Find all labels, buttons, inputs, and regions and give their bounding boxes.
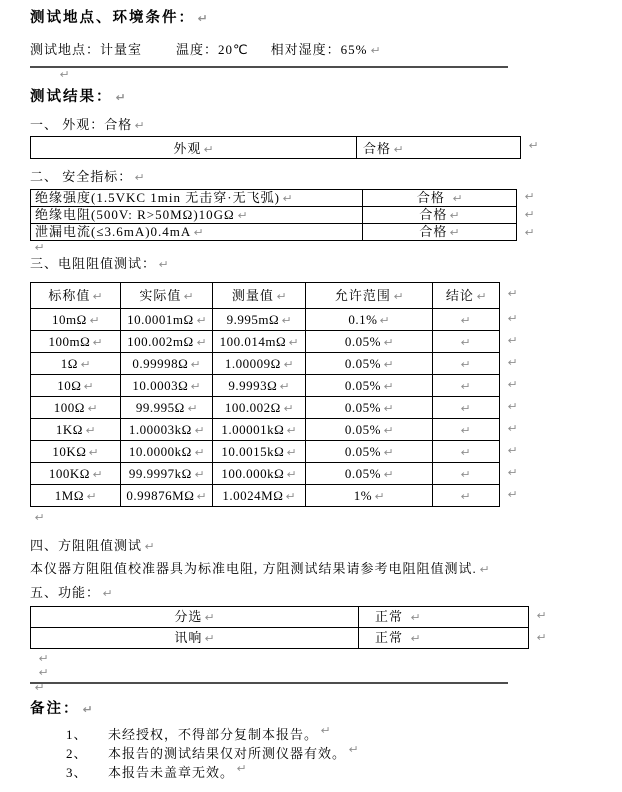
cell-end-mark: ↵ — [193, 226, 204, 239]
tolerance-value: 0.05% — [344, 400, 381, 415]
cell-end-mark: ↵ — [87, 402, 98, 415]
actual-cell — [121, 463, 213, 485]
sheet-resistance-heading-text: 四、方阻阻值测试 — [30, 538, 143, 553]
conclusion-cell — [433, 397, 500, 419]
cell-end-mark: ↵ — [460, 402, 472, 415]
paragraph-mark: ↵ — [82, 703, 93, 716]
location-value: 计量室 — [100, 42, 143, 57]
cell-end-mark: ↵ — [88, 446, 100, 459]
remarks-title — [30, 699, 522, 719]
header-conclusion — [433, 283, 500, 309]
header-nominal — [31, 283, 121, 309]
conclusion-cell — [433, 419, 500, 441]
conclusion-cell — [433, 441, 500, 463]
conclusion-cell — [433, 375, 500, 397]
cell-end-mark: ↵ — [196, 490, 208, 503]
cell-end-mark: ↵ — [194, 468, 205, 481]
measured-cell — [213, 375, 306, 397]
function-result: 正常 — [375, 609, 404, 624]
measured-cell — [213, 463, 306, 485]
cell-end-mark: ↵ — [460, 358, 472, 371]
safety-result: 合格 — [416, 190, 445, 205]
appearance-table — [30, 136, 521, 159]
tolerance-cell — [306, 485, 433, 507]
results-title — [30, 87, 522, 107]
header-label: 标称值 — [48, 288, 91, 303]
tolerance-cell — [306, 331, 433, 353]
cell-end-mark: ↵ — [383, 446, 394, 459]
header-label: 结论 — [445, 288, 474, 303]
nominal-value: 10Ω — [57, 378, 82, 393]
paragraph-mark: ↵ — [59, 68, 70, 81]
table-row — [31, 331, 500, 353]
cell-end-mark: ↵ — [476, 290, 487, 303]
cell-end-mark: ↵ — [190, 358, 202, 371]
cell-end-mark: ↵ — [196, 336, 207, 349]
safety-item-cell — [31, 224, 363, 241]
resistance-table — [30, 282, 500, 507]
actual-cell — [121, 331, 213, 353]
appearance-table-wrap — [30, 136, 539, 159]
empty-paragraph — [32, 241, 522, 255]
nominal-value: 1Ω — [60, 356, 78, 371]
cell-end-mark: ↵ — [279, 380, 291, 393]
tolerance-value: 0.05% — [344, 444, 381, 459]
cell-end-mark: ↵ — [283, 402, 294, 415]
cell-end-mark: ↵ — [194, 446, 205, 459]
cell-end-mark: ↵ — [379, 314, 391, 327]
sheet-resistance-note — [30, 560, 522, 577]
table-row — [31, 628, 529, 649]
remarks-list — [30, 725, 522, 782]
empty-paragraph — [36, 666, 522, 680]
tolerance-cell — [306, 309, 433, 331]
safety-item: 泄漏电流(≤3.6mA)0.4mA — [35, 224, 192, 239]
paragraph-mark: ↵ — [144, 540, 155, 553]
paragraph-mark: ↵ — [34, 511, 45, 524]
appearance-heading-text: 一、 外观：合格 — [30, 117, 133, 132]
measured-value: 1.0024MΩ — [222, 488, 284, 503]
cell-end-mark: ↵ — [204, 611, 216, 624]
nominal-cell — [31, 375, 121, 397]
empty-paragraph — [32, 681, 522, 694]
actual-value: 99.9997kΩ — [128, 466, 192, 481]
cell-end-mark: ↵ — [84, 380, 95, 393]
cell-end-mark: ↵ — [460, 424, 472, 437]
resistance-table-wrap — [30, 282, 518, 507]
tolerance-cell — [306, 397, 433, 419]
paragraph-mark: ↵ — [38, 652, 49, 665]
paragraph-mark: ↵ — [158, 258, 169, 271]
measured-cell — [213, 353, 306, 375]
cell-end-mark: ↵ — [383, 424, 394, 437]
cell-end-mark: ↵ — [460, 336, 472, 349]
table-row — [31, 353, 500, 375]
tolerance-value: 0.05% — [344, 378, 381, 393]
cell-end-mark: ↵ — [460, 446, 472, 459]
sheet-resistance-heading — [30, 537, 522, 554]
row-end-mark: ↵ — [507, 356, 518, 369]
paragraph-mark: ↵ — [236, 762, 247, 775]
remark-text: 本报告的测试结果仅对所测仪器有效。 — [108, 746, 347, 761]
function-table-wrap — [30, 606, 547, 649]
function-result: 正常 — [375, 630, 404, 645]
nominal-value: 100mΩ — [48, 334, 91, 349]
cell-end-mark: ↵ — [452, 192, 463, 205]
empty-paragraph — [57, 68, 522, 82]
conclusion-cell — [433, 353, 500, 375]
tolerance-value: 1% — [353, 488, 373, 503]
cell-end-mark: ↵ — [281, 314, 292, 327]
table-row — [31, 441, 500, 463]
actual-value: 10.0003Ω — [132, 378, 189, 393]
cell-end-mark: ↵ — [203, 143, 215, 156]
paragraph-mark: ↵ — [38, 666, 49, 679]
temperature-value: 20℃ — [218, 42, 249, 57]
nominal-value: 100KΩ — [48, 466, 90, 481]
cell-end-mark: ↵ — [276, 290, 287, 303]
cell-end-mark: ↵ — [190, 380, 202, 393]
cell-end-mark: ↵ — [282, 192, 293, 205]
actual-value: 0.99876MΩ — [126, 488, 195, 503]
measured-value: 10.0015kΩ — [221, 444, 285, 459]
function-item-cell — [31, 628, 359, 649]
paragraph-mark: ↵ — [34, 681, 45, 694]
resistance-heading-text: 三、电阻阻值测试： — [30, 256, 157, 271]
conclusion-cell — [433, 485, 500, 507]
actual-cell — [121, 353, 213, 375]
cell-end-mark: ↵ — [196, 314, 207, 327]
table-header-row — [31, 283, 500, 309]
function-table — [30, 606, 529, 649]
temperature-label: 温度： — [176, 42, 219, 57]
row-end-mark: ↵ — [524, 190, 535, 203]
conclusion-cell — [433, 331, 500, 353]
cell-end-mark: ↵ — [383, 380, 394, 393]
remark-text: 未经授权，不得部分复制本报告。 — [108, 727, 319, 742]
actual-cell — [121, 441, 213, 463]
location-label: 测试地点： — [30, 42, 101, 57]
measured-value: 100.014mΩ — [219, 334, 287, 349]
tolerance-value: 0.05% — [344, 422, 381, 437]
table-row — [31, 375, 500, 397]
cell-end-mark: ↵ — [449, 209, 461, 222]
cell-end-mark: ↵ — [86, 490, 97, 503]
paragraph-mark: ↵ — [320, 724, 331, 737]
header-label: 测量值 — [231, 288, 274, 303]
remarks-title-text: 备注： — [30, 701, 80, 717]
actual-cell — [121, 397, 213, 419]
cell-end-mark: ↵ — [89, 314, 100, 327]
cell-end-mark: ↵ — [374, 490, 385, 503]
table-row — [31, 607, 529, 628]
row-end-mark: ↵ — [507, 400, 518, 413]
paragraph-mark: ↵ — [102, 587, 113, 600]
cell-end-mark: ↵ — [92, 336, 103, 349]
row-end-mark: ↵ — [524, 226, 535, 239]
safety-result: 合格 — [419, 207, 448, 222]
tolerance-value: 0.05% — [344, 466, 381, 481]
nominal-cell — [31, 309, 121, 331]
safety-item: 绝缘强度(1.5VKC 1min 无击穿·无飞弧) — [35, 190, 280, 205]
nominal-cell — [31, 419, 121, 441]
measured-cell — [213, 397, 306, 419]
functions-heading — [30, 584, 522, 601]
measured-cell — [213, 419, 306, 441]
appearance-result-cell — [357, 137, 521, 159]
row-end-mark: ↵ — [528, 139, 539, 152]
tolerance-cell — [306, 441, 433, 463]
safety-heading-text: 二、 安全指标： — [30, 169, 133, 184]
safety-heading — [30, 168, 522, 185]
cell-end-mark: ↵ — [286, 468, 298, 481]
results-title-text: 测试结果： — [30, 89, 113, 105]
remark-number: 3、 — [66, 765, 88, 780]
tolerance-cell — [306, 375, 433, 397]
header-measured — [213, 283, 306, 309]
function-result-cell — [359, 628, 529, 649]
appearance-heading — [30, 116, 522, 133]
cell-end-mark: ↵ — [410, 632, 421, 645]
table-row — [31, 207, 517, 224]
cell-end-mark: ↵ — [80, 358, 91, 371]
measured-value: 9.9993Ω — [228, 378, 278, 393]
tolerance-cell — [306, 419, 433, 441]
paragraph-mark: ↵ — [370, 44, 381, 57]
nominal-value: 10KΩ — [52, 444, 87, 459]
actual-value: 1.00003kΩ — [128, 422, 192, 437]
nominal-cell — [31, 485, 121, 507]
measured-value: 1.00001kΩ — [221, 422, 285, 437]
actual-cell — [121, 375, 213, 397]
remark-text: 本报告未盖章无效。 — [108, 765, 235, 780]
table-row — [31, 309, 500, 331]
measured-cell — [213, 331, 306, 353]
tolerance-cell — [306, 463, 433, 485]
functions-heading-text: 五、功能： — [30, 585, 101, 600]
paragraph-mark: ↵ — [34, 241, 45, 254]
cell-end-mark: ↵ — [460, 314, 472, 327]
row-end-mark: ↵ — [536, 609, 547, 622]
remark-number: 2、 — [66, 746, 88, 761]
row-end-mark: ↵ — [507, 444, 518, 457]
row-end-mark: ↵ — [507, 287, 518, 300]
safety-item-cell — [31, 207, 363, 224]
cell-end-mark: ↵ — [383, 402, 394, 415]
row-end-mark: ↵ — [507, 422, 518, 435]
measured-cell — [213, 485, 306, 507]
cell-end-mark: ↵ — [237, 209, 248, 222]
cell-end-mark: ↵ — [393, 290, 404, 303]
nominal-value: 10mΩ — [52, 312, 87, 327]
safety-result: 合格 — [419, 224, 448, 239]
paragraph-mark: ↵ — [134, 171, 145, 184]
appearance-item: 外观 — [173, 141, 202, 156]
table-row — [31, 397, 500, 419]
header-label: 允许范围 — [334, 288, 391, 303]
table-row — [31, 190, 517, 207]
cell-end-mark: ↵ — [283, 358, 294, 371]
cell-end-mark: ↵ — [460, 468, 472, 481]
sheet-resistance-note-text: 本仪器方阻阻值校准器具为标准电阻, 方阻测试结果请参考电阻阻值测试. — [30, 561, 477, 576]
cell-end-mark: ↵ — [460, 490, 472, 503]
table-row — [31, 419, 500, 441]
env-conditions-line — [30, 41, 522, 58]
actual-value: 10.0000kΩ — [128, 444, 192, 459]
actual-value: 99.995Ω — [135, 400, 185, 415]
row-end-mark: ↵ — [507, 312, 518, 325]
remark-item — [30, 744, 522, 763]
row-end-mark: ↵ — [524, 208, 535, 221]
cell-end-mark: ↵ — [194, 424, 205, 437]
cell-end-mark: ↵ — [286, 424, 298, 437]
header-actual — [121, 283, 213, 309]
table-row — [31, 485, 500, 507]
table-row — [31, 224, 517, 241]
safety-item-cell — [31, 190, 363, 207]
cell-end-mark: ↵ — [204, 632, 216, 645]
cell-end-mark: ↵ — [393, 143, 404, 156]
resistance-heading — [30, 255, 522, 272]
cell-end-mark: ↵ — [410, 611, 421, 624]
nominal-cell — [31, 331, 121, 353]
empty-paragraph — [36, 652, 522, 666]
nominal-cell — [31, 353, 121, 375]
cell-end-mark: ↵ — [288, 336, 299, 349]
safety-result-cell — [363, 207, 517, 224]
cell-end-mark: ↵ — [286, 446, 298, 459]
appearance-result: 合格 — [363, 141, 392, 156]
header-label: 实际值 — [139, 288, 182, 303]
actual-value: 10.0001mΩ — [127, 312, 194, 327]
humidity-value: 65% — [340, 42, 368, 57]
table-row — [31, 137, 521, 159]
measured-value: 100.002Ω — [224, 400, 281, 415]
cell-end-mark: ↵ — [183, 290, 195, 303]
safety-result-cell — [363, 224, 517, 241]
safety-table — [30, 189, 517, 241]
measured-value: 9.995mΩ — [226, 312, 280, 327]
measured-cell — [213, 309, 306, 331]
cell-end-mark: ↵ — [383, 358, 394, 371]
env-conditions-title — [30, 8, 522, 28]
measured-value: 100.000kΩ — [221, 466, 285, 481]
row-end-mark: ↵ — [507, 334, 518, 347]
row-end-mark: ↵ — [507, 378, 518, 391]
tolerance-value: 0.05% — [344, 334, 381, 349]
measured-value: 1.00009Ω — [224, 356, 281, 371]
cell-end-mark: ↵ — [460, 380, 472, 393]
nominal-cell — [31, 441, 121, 463]
paragraph-mark: ↵ — [479, 563, 490, 576]
env-conditions-title-text: 测试地点、环境条件： — [30, 10, 195, 26]
cell-end-mark: ↵ — [383, 468, 394, 481]
humidity-label: 相对湿度： — [270, 42, 341, 57]
actual-cell — [121, 485, 213, 507]
function-result-cell — [359, 607, 529, 628]
remark-item — [30, 725, 522, 744]
safety-result-cell — [363, 190, 517, 207]
actual-cell — [121, 419, 213, 441]
row-end-mark: ↵ — [536, 631, 547, 644]
cell-end-mark: ↵ — [85, 424, 96, 437]
paragraph-mark: ↵ — [348, 743, 359, 756]
cell-end-mark: ↵ — [92, 290, 104, 303]
conclusion-cell — [433, 463, 500, 485]
header-tolerance — [306, 283, 433, 309]
nominal-cell — [31, 397, 121, 419]
cell-end-mark: ↵ — [383, 336, 394, 349]
cell-end-mark: ↵ — [285, 490, 297, 503]
row-end-mark: ↵ — [507, 466, 518, 479]
cell-end-mark: ↵ — [92, 468, 103, 481]
tolerance-cell — [306, 353, 433, 375]
paragraph-mark: ↵ — [197, 12, 208, 25]
nominal-value: 1KΩ — [55, 422, 83, 437]
cell-end-mark: ↵ — [449, 226, 461, 239]
actual-value: 0.99998Ω — [132, 356, 189, 371]
nominal-value: 100Ω — [53, 400, 85, 415]
actual-cell — [121, 309, 213, 331]
cell-end-mark: ↵ — [187, 402, 198, 415]
row-end-mark: ↵ — [507, 488, 518, 501]
function-item-cell — [31, 607, 359, 628]
remark-item — [30, 763, 522, 782]
paragraph-mark: ↵ — [134, 119, 145, 132]
conclusion-cell — [433, 309, 500, 331]
safety-table-wrap — [30, 189, 535, 241]
nominal-cell — [31, 463, 121, 485]
function-item: 讯响 — [174, 630, 203, 645]
table-row — [31, 463, 500, 485]
paragraph-mark: ↵ — [115, 91, 126, 104]
appearance-item-cell — [31, 137, 357, 159]
empty-paragraph — [32, 511, 522, 525]
tolerance-value: 0.05% — [344, 356, 381, 371]
remark-number: 1、 — [66, 727, 88, 742]
tolerance-value: 0.1% — [348, 312, 378, 327]
actual-value: 100.002mΩ — [127, 334, 194, 349]
function-item: 分选 — [174, 609, 203, 624]
measured-cell — [213, 441, 306, 463]
nominal-value: 1MΩ — [54, 488, 84, 503]
safety-item: 绝缘电阻(500V: R>50MΩ)10GΩ — [35, 207, 235, 222]
